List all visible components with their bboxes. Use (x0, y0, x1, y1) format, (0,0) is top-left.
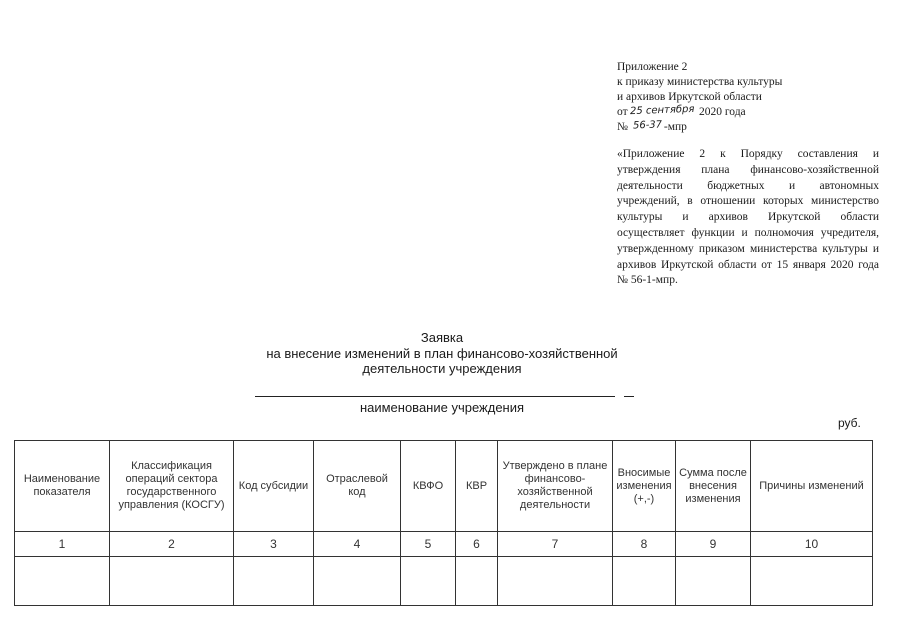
column-number: 2 (110, 532, 234, 557)
column-number: 10 (751, 532, 873, 557)
table-cell (234, 557, 314, 606)
approval-number (617, 120, 877, 135)
table-header-row (15, 441, 873, 532)
column-header: КВФО (401, 441, 456, 532)
column-number: 5 (401, 532, 456, 557)
changes-table (14, 440, 873, 606)
column-number-row (15, 532, 873, 557)
column-header: Сумма после внесения изменения (676, 441, 751, 532)
title-line: деятельности учреждения (362, 361, 522, 376)
approval-block (617, 60, 877, 135)
column-header: Утверждено в плане финансово-хозяйственной деятельности (498, 441, 613, 532)
table-cell (676, 557, 751, 606)
approval-line: к приказу министерства культуры (617, 76, 783, 88)
column-number: 6 (456, 532, 498, 557)
approval-line: Приложение 2 (617, 61, 688, 73)
table-row (15, 557, 873, 606)
table-cell (401, 557, 456, 606)
table-cell (314, 557, 401, 606)
column-number: 4 (314, 532, 401, 557)
column-header: КВР (456, 441, 498, 532)
column-header: Наименование показателя (15, 441, 110, 532)
table-cell (15, 557, 110, 606)
column-header: Причины изменений (751, 441, 873, 532)
organization-caption: наименование учреждения (359, 400, 525, 415)
column-header: Классификация операций сектора государственного управления (КОСГУ) (110, 441, 234, 532)
column-number: 8 (613, 532, 676, 557)
table-cell (498, 557, 613, 606)
column-header: Вносимые изменения (+,-) (613, 441, 676, 532)
currency-label: руб. (838, 416, 861, 430)
column-header: Код субсидии (234, 441, 314, 532)
number-prefix: № (617, 121, 628, 133)
approval-line: и архивов Иркутской области (617, 91, 762, 103)
underline-dash (624, 396, 634, 397)
title-line: Заявка (420, 330, 464, 345)
title-line: на внесение изменений в план финансово-хозяйственной (266, 345, 618, 361)
table-cell (613, 557, 676, 606)
date-prefix: от (617, 106, 628, 118)
column-number: 9 (676, 532, 751, 557)
column-number: 3 (234, 532, 314, 557)
date-suffix: 2020 года (698, 106, 746, 118)
table-cell (751, 557, 873, 606)
document-title (222, 330, 662, 377)
column-number: 1 (15, 532, 110, 557)
column-header: Отраслевой код (314, 441, 401, 532)
table-cell (456, 557, 498, 606)
handwritten-number: 56-37 (632, 119, 663, 132)
column-number: 7 (498, 532, 613, 557)
annex-reference-text: «Приложение 2 к Порядку составления и утверждения плана финансово-хозяйственной деятельности бюджетных и автономных учреждений, в отношении которых министерство культуры и архивов Иркутской области осуществляет функции и полномочия учредителя, утвержденному приказом министерства культуры и архивов Иркутской области от 15 января 2020 года № 56-1-мпр. (617, 148, 879, 287)
handwritten-date: 25 сентября (629, 103, 695, 118)
table-cell (110, 557, 234, 606)
organization-name-line (255, 396, 615, 397)
number-suffix: -мпр (663, 121, 687, 133)
